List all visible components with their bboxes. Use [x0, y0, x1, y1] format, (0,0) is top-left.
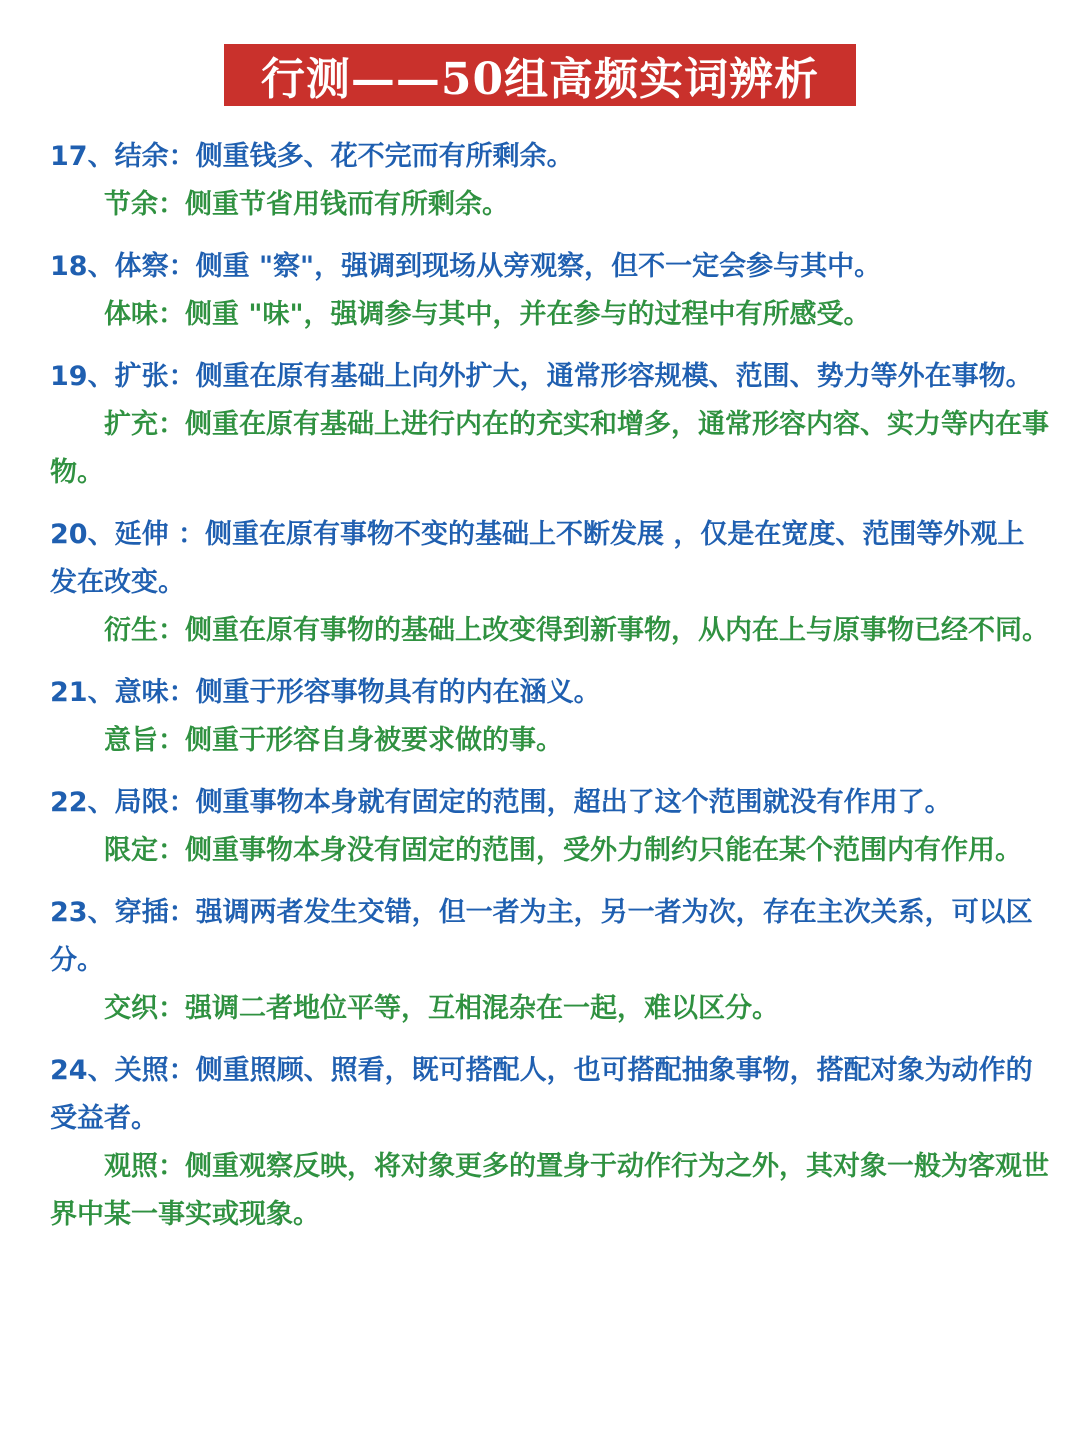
entry-21-first: 21、意味：侧重于形容事物具有的内在涵义。: [50, 677, 601, 708]
title-banner: [224, 44, 856, 106]
entry-22-first: 22、局限：侧重事物本身就有固定的范围，超出了这个范围就没有作用了。: [50, 787, 952, 818]
entry-20-first: 20、延伸 ：侧重在原有事物不变的基础上不断发展 ，仅是在宽度、范围等外观上发在改变。: [50, 519, 1025, 598]
list-item: [50, 779, 1050, 875]
list-item: [50, 669, 1050, 765]
entry-18-first: 18、体察：侧重 "察"，强调到现场从旁观察，但不一定会参与其中。: [50, 251, 882, 282]
list-item: [50, 889, 1050, 1033]
word-list: [50, 133, 1050, 1253]
entry-19-first: 19、扩张：侧重在原有基础上向外扩大，通常形容规模、范围、势力等外在事物。: [50, 361, 1033, 392]
entry-17-first: 17、结余：侧重钱多、花不完而有所剩余。: [50, 141, 574, 172]
list-item: [50, 243, 1050, 339]
entry-22-second: 限定：侧重事物本身没有固定的范围，受外力制约只能在某个范围内有作用。: [104, 835, 1022, 866]
entry-19-second: 扩充：侧重在原有基础上进行内在的充实和增多，通常形容内容、实力等内在事物。: [50, 409, 1049, 488]
list-item: [50, 133, 1050, 229]
page-title: 行测——50组高频实词辨析: [260, 54, 820, 105]
entry-23-second: 交织：强调二者地位平等，互相混杂在一起，难以区分。: [104, 993, 779, 1024]
entry-20-second: 衍生：侧重在原有事物的基础上改变得到新事物，从内在上与原事物已经不同。: [104, 615, 1049, 646]
entry-24-first: 24、关照：侧重照顾、照看，既可搭配人，也可搭配抽象事物，搭配对象为动作的受益者。: [50, 1055, 1033, 1134]
list-item: [50, 353, 1050, 497]
list-item: [50, 511, 1050, 655]
list-item: [50, 1047, 1050, 1239]
entry-21-second: 意旨：侧重于形容自身被要求做的事。: [104, 725, 563, 756]
entry-17-second: 节余：侧重节省用钱而有所剩余。: [104, 189, 509, 220]
entry-24-second: 观照：侧重观察反映，将对象更多的置身于动作行为之外，其对象一般为客观世界中某一事实或现象。: [50, 1151, 1049, 1230]
entry-23-first: 23、穿插：强调两者发生交错，但一者为主，另一者为次，存在主次关系，可以区分。: [50, 897, 1033, 976]
entry-18-second: 体味：侧重 "味"，强调参与其中，并在参与的过程中有所感受。: [104, 299, 871, 330]
